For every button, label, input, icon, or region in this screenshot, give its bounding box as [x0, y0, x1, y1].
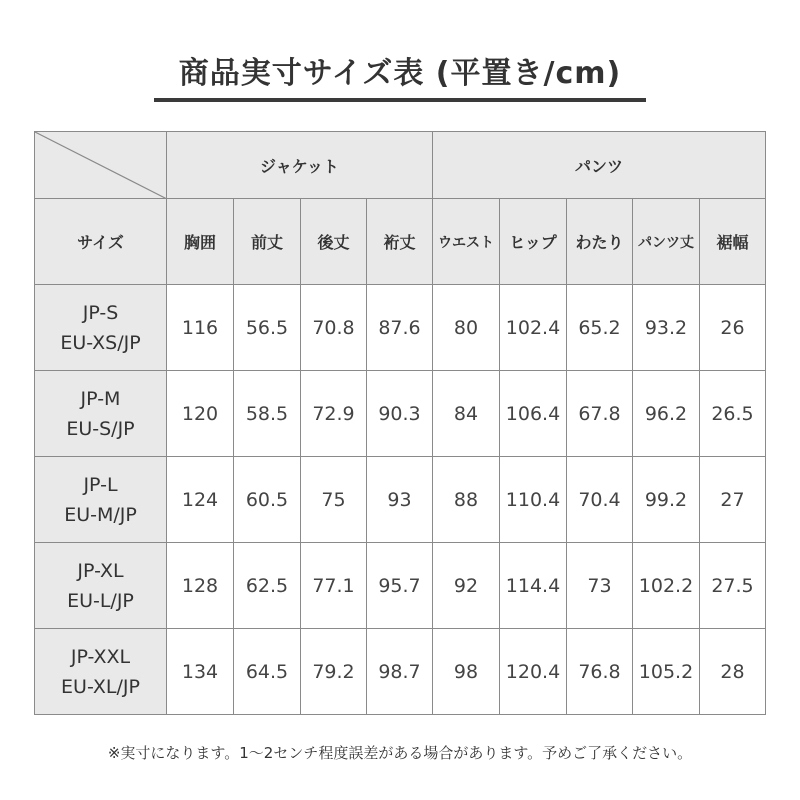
col-thigh: わたり	[567, 199, 633, 285]
size-eu: EU-M/JP	[64, 503, 137, 526]
size-eu: EU-L/JP	[67, 589, 134, 612]
cell-waist: 88	[433, 457, 500, 543]
cell-chest: 116	[167, 285, 234, 371]
size-jp: JP-XL	[77, 559, 124, 582]
group-jacket: ジャケット	[167, 132, 433, 199]
col-back-length: 後丈	[301, 199, 367, 285]
cell-pants-length: 93.2	[633, 285, 700, 371]
cell-chest: 134	[167, 629, 234, 715]
cell-hip: 114.4	[500, 543, 567, 629]
title-underline	[154, 98, 646, 102]
cell-front-length: 64.5	[234, 629, 301, 715]
cell-pants-length: 96.2	[633, 371, 700, 457]
size-label-cell	[35, 371, 167, 457]
cell-waist: 98	[433, 629, 500, 715]
cell-back-length: 72.9	[301, 371, 367, 457]
cell-sleeve: 95.7	[367, 543, 433, 629]
size-eu: EU-XS/JP	[60, 331, 141, 354]
cell-waist: 92	[433, 543, 500, 629]
group-pants: パンツ	[433, 132, 766, 199]
cell-thigh: 70.4	[567, 457, 633, 543]
cell-thigh: 76.8	[567, 629, 633, 715]
cell-thigh: 67.8	[567, 371, 633, 457]
cell-sleeve: 93	[367, 457, 433, 543]
col-pants-length: パンツ丈	[633, 199, 700, 285]
cell-chest: 128	[167, 543, 234, 629]
cell-back-length: 79.2	[301, 629, 367, 715]
cell-chest: 124	[167, 457, 234, 543]
size-jp: JP-M	[80, 387, 121, 410]
column-header-row	[35, 199, 766, 285]
page-title: 商品実寸サイズ表 (平置き/cm)	[178, 56, 622, 91]
cell-hem: 27	[700, 457, 766, 543]
cell-front-length: 60.5	[234, 457, 301, 543]
cell-hem: 27.5	[700, 543, 766, 629]
size-label-cell	[35, 285, 167, 371]
cell-pants-length: 105.2	[633, 629, 700, 715]
cell-sleeve: 98.7	[367, 629, 433, 715]
group-header-row	[35, 132, 766, 199]
cell-back-length: 77.1	[301, 543, 367, 629]
cell-front-length: 58.5	[234, 371, 301, 457]
col-hip: ヒップ	[500, 199, 567, 285]
cell-front-length: 62.5	[234, 543, 301, 629]
cell-back-length: 70.8	[301, 285, 367, 371]
cell-hem: 26.5	[700, 371, 766, 457]
cell-waist: 84	[433, 371, 500, 457]
col-hem: 裾幅	[700, 199, 766, 285]
cell-front-length: 56.5	[234, 285, 301, 371]
cell-sleeve: 90.3	[367, 371, 433, 457]
size-eu: EU-S/JP	[66, 417, 135, 440]
size-jp: JP-L	[83, 473, 118, 496]
cell-sleeve: 87.6	[367, 285, 433, 371]
disclaimer-note: ※実寸になります。1〜2センチ程度誤差がある場合があります。予めご了承ください。	[107, 744, 693, 762]
table-row	[35, 543, 766, 629]
size-eu: EU-XL/JP	[61, 675, 140, 698]
col-chest: 胸囲	[167, 199, 234, 285]
table-row	[35, 457, 766, 543]
table-row	[35, 371, 766, 457]
cell-hem: 28	[700, 629, 766, 715]
table-row	[35, 285, 766, 371]
col-sleeve: 裄丈	[367, 199, 433, 285]
size-table	[34, 131, 766, 715]
cell-hip: 120.4	[500, 629, 567, 715]
size-jp: JP-XXL	[70, 645, 131, 668]
table-row	[35, 629, 766, 715]
cell-hem: 26	[700, 285, 766, 371]
col-size: サイズ	[35, 199, 167, 285]
size-jp: JP-S	[82, 301, 119, 324]
size-label-cell	[35, 629, 167, 715]
cell-waist: 80	[433, 285, 500, 371]
size-label-cell	[35, 543, 167, 629]
cell-pants-length: 99.2	[633, 457, 700, 543]
corner-diagonal-cell	[35, 132, 167, 199]
cell-chest: 120	[167, 371, 234, 457]
cell-thigh: 65.2	[567, 285, 633, 371]
cell-hip: 106.4	[500, 371, 567, 457]
diagonal-line-icon	[35, 132, 167, 199]
cell-back-length: 75	[301, 457, 367, 543]
col-waist: ウエスト	[433, 199, 500, 285]
cell-hip: 110.4	[500, 457, 567, 543]
col-front-length: 前丈	[234, 199, 301, 285]
size-label-cell	[35, 457, 167, 543]
cell-thigh: 73	[567, 543, 633, 629]
cell-pants-length: 102.2	[633, 543, 700, 629]
cell-hip: 102.4	[500, 285, 567, 371]
